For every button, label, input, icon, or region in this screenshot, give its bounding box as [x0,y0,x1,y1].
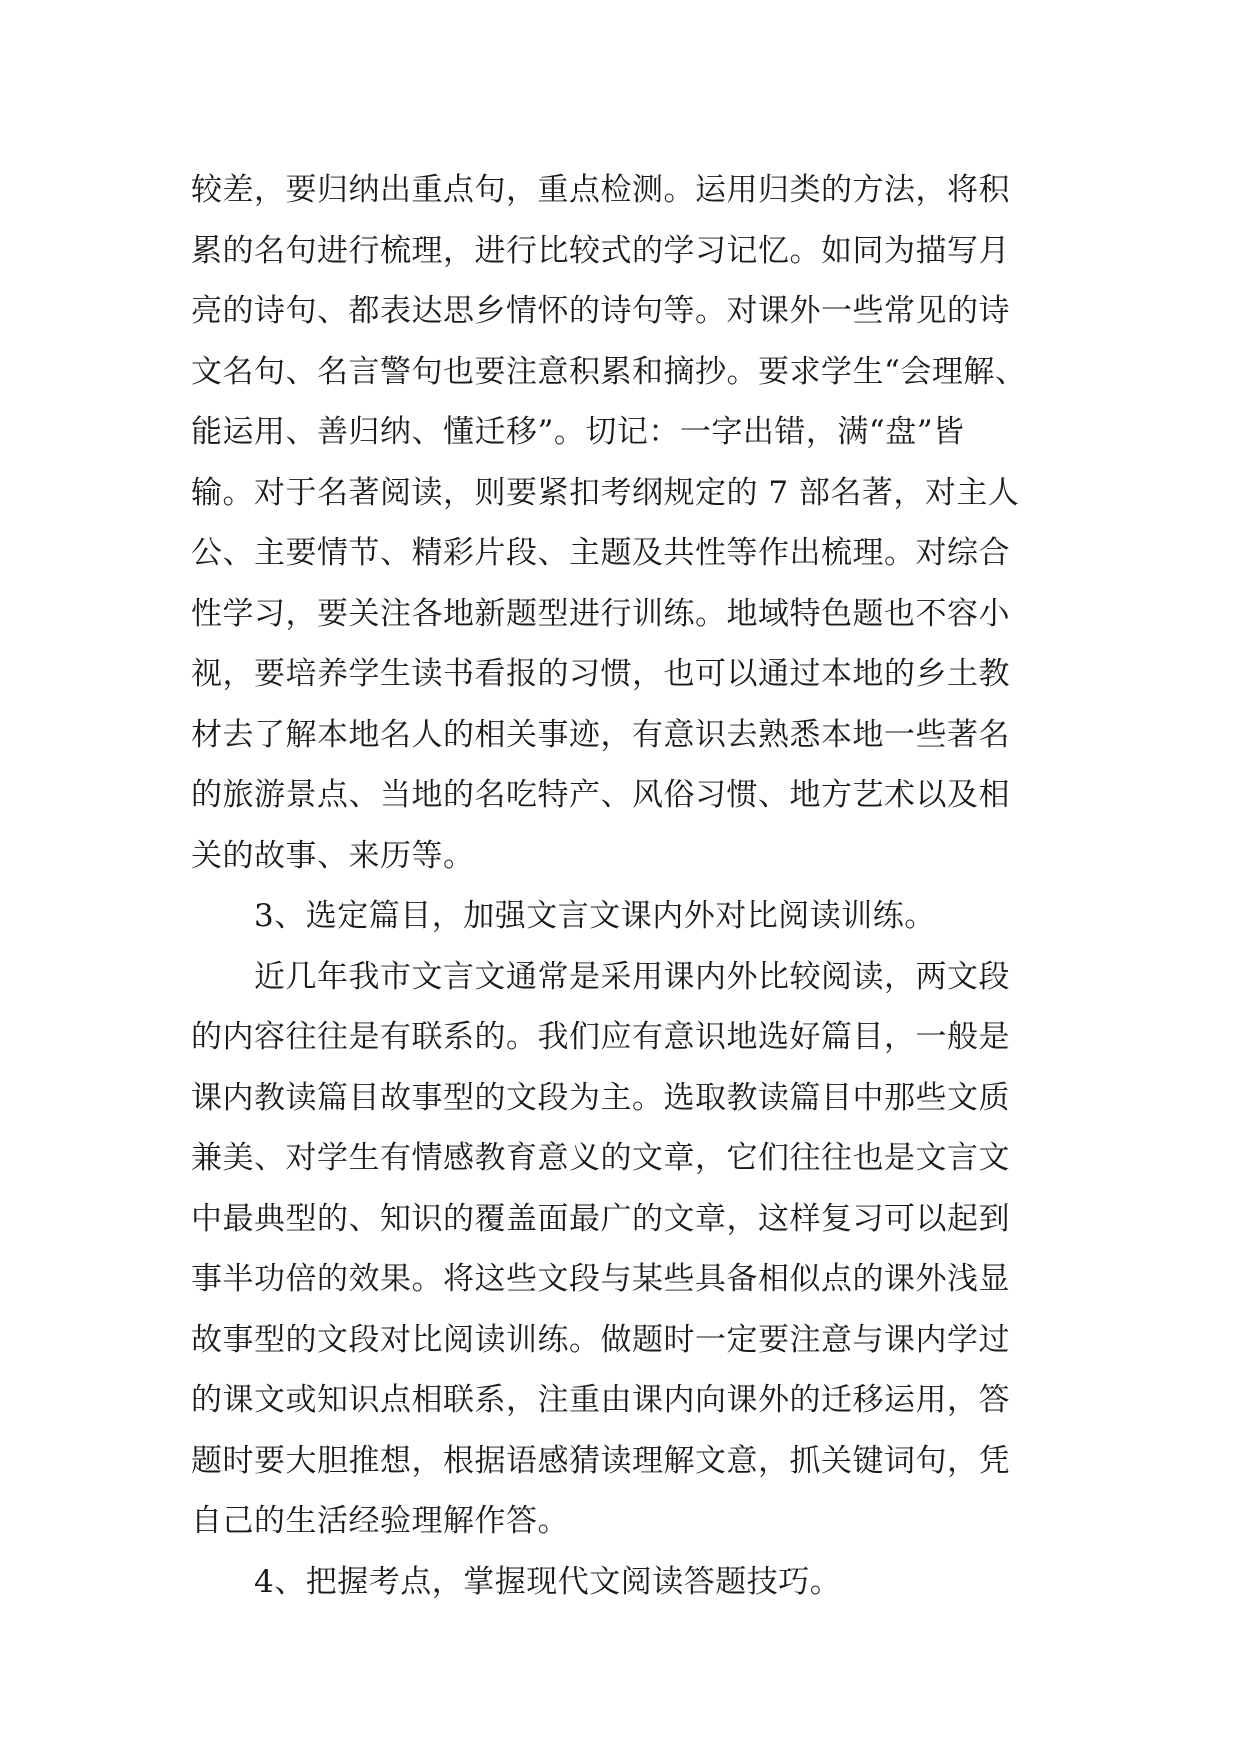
paragraph-continuation: 较差，要归纳出重点句，重点检测。运用归类的方法，将积 累的名句进行梳理，进行比较式的学习记忆。如同为描写月 亮的诗句、都表达思乡情怀的诗句等。对课外一些常见的诗 文名句、名言警句也要注意积累和摘抄。要求学生“会理解、 能运用、善归纳、懂迁移”。切记：一字出错，满“盘”皆 输。对于名著阅读，则要紧扣考纲规定的 7 部名著，对主人 公、主要情节、精彩片段、主题及共性等作出梳理。对综合 性学习，要关注各地新题型进行训练。地域特色题也不容小 视，要培养学生读书看报的习惯，也可以通过本地的乡土教 材去了解本地名人的相关事迹，有意识去熟悉本地一些著名 的旅游景点、当地的名吃特产、风俗习惯、地方艺术以及相 关的故事、来历等。 [191,172,1027,874]
document-body [191,160,1061,1612]
section-heading-4: 4、把握考点，掌握现代文阅读答题技巧。 [191,1563,842,1600]
paragraph-classical-chinese: 近几年我市文言文通常是采用课内外比较阅读，两文段 的内容往往是有联系的。我们应有意识地选好篇目，一般是 课内教读篇目故事型的文段为主。选取教读篇目中那些文质 兼美、对学生有情感教育意义的文章，它们往往也是文言文 中最典型的、知识的覆盖面最广的文章，这样复习可以起到 事半功倍的效果。将这些文段与某些具备相似点的课外浅显 故事型的文段对比阅读训练。做题时一定要注意与课内学过 的课文或知识点相联系，注重由课内向课外的迁移运用，答 题时要大胆推想，根据语感猜读理解文意，抓关键词句，凭 自己的生活经验理解作答。 [191,958,1010,1539]
section-heading-3: 3、选定篇目，加强文言文课内外对比阅读训练。 [191,898,936,934]
